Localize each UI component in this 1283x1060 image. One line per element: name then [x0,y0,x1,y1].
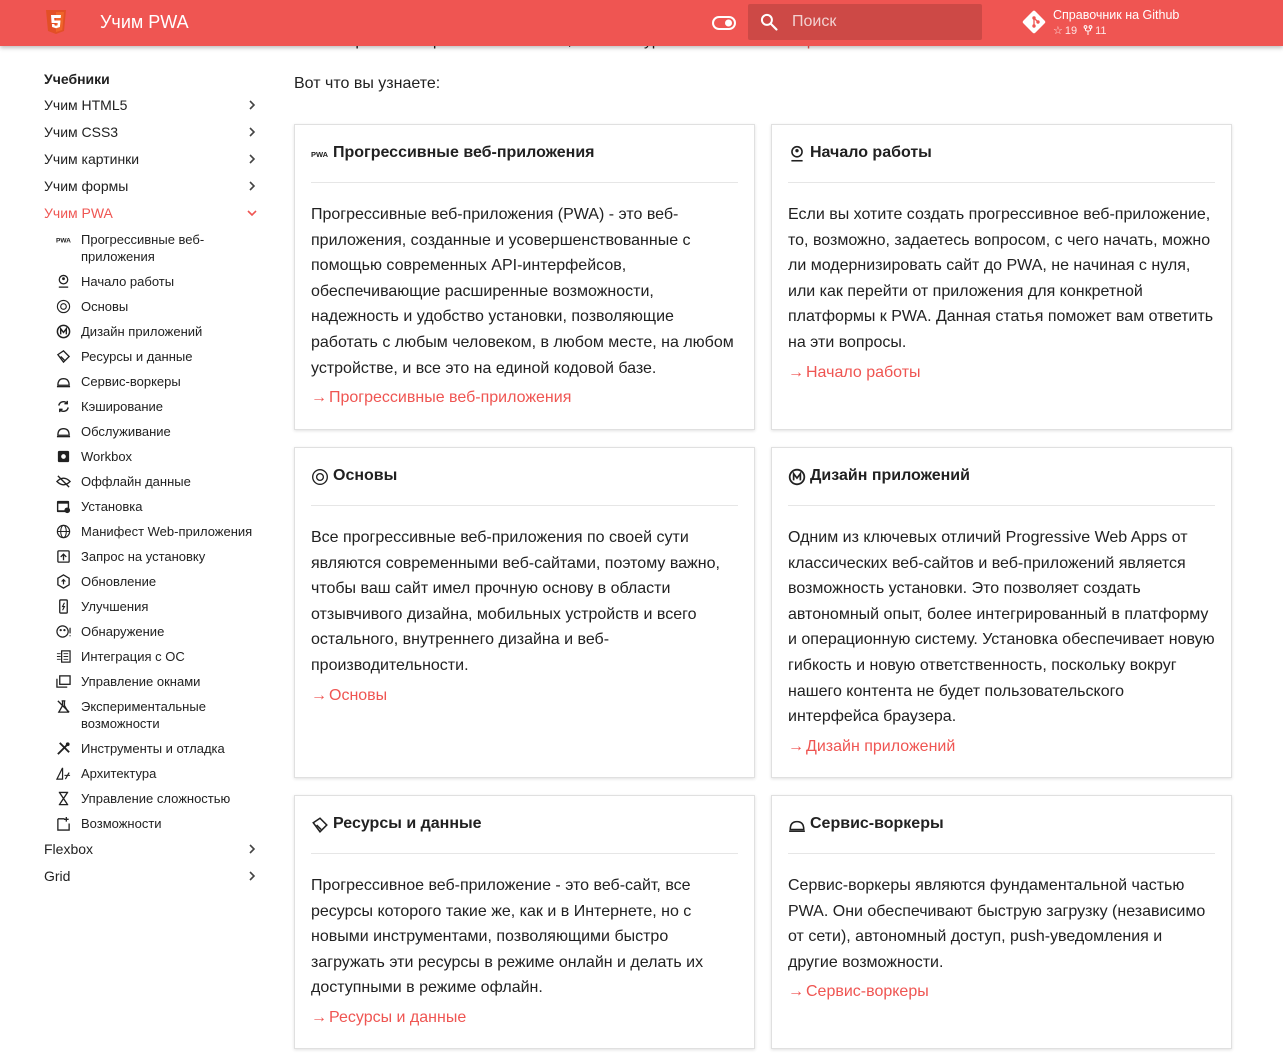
card-link[interactable]: → Дизайн приложений [788,737,956,755]
fork-icon [1083,25,1093,36]
cloche-icon [56,374,71,389]
chevron-down-icon [247,208,257,218]
sidebar-subitem[interactable]: Установка [55,494,259,519]
sidebar-item-images[interactable]: Учим картинки [44,146,259,173]
sidebar-item-flexbox[interactable]: Flexbox [44,836,259,863]
sidebar-title: Учебники [44,71,110,87]
person-pin-icon [56,274,71,289]
sidebar-subitem[interactable]: Кэширование [55,394,259,419]
sidebar-subitem[interactable]: Улучшения [55,594,259,619]
chevron-right-icon [247,844,257,854]
enhance-icon [56,599,71,614]
arrow-right-icon: → [788,737,804,755]
card-text: Прогрессивные веб-приложения (PWA) - это веб-приложения, созданные и усовершенствованные с помощью современных API-интерфейсов, обеспечивающие расширенные возможности, надежность и удобство установки, позволяющие работать с любым человеком, в любом месте, на любом устройстве, и все это на единой кодовой базе. [311,206,734,377]
experimental-icon [56,699,71,714]
sidebar-subitem[interactable]: Запрос на установку [55,544,259,569]
arrow-right-icon: → [311,686,327,704]
card-link[interactable]: → Начало работы [788,363,921,381]
foundation-icon [311,468,329,486]
card-link[interactable]: → Сервис-воркеры [788,983,929,1001]
pwa-icon [56,232,71,247]
chevron-right-icon [247,154,257,164]
search-box[interactable] [748,4,982,40]
chevron-right-icon [247,127,257,137]
sidebar-subitem[interactable]: Возможности [55,811,259,836]
stars-count: 19 [1064,24,1078,37]
star-icon: ☆ [1053,25,1063,37]
resources-icon [311,816,329,834]
arrow-right-icon: → [788,363,804,381]
svg-text:PWA: PWA [311,150,329,159]
windows-icon [56,674,71,689]
card-title: Сервис-воркеры [810,815,944,832]
sidebar-subitem[interactable]: Workbox [55,444,259,469]
resources-icon [56,349,71,364]
github-repo-link[interactable] [1022,5,1222,41]
capabilities-icon [56,816,71,831]
card-title: Ресурсы и данные [333,815,482,832]
update-icon [56,574,71,589]
sidebar-subitem[interactable]: Обслуживание [55,419,259,444]
card-link[interactable]: → Ресурсы и данные [311,1008,467,1026]
arrow-right-icon: → [788,983,804,1001]
card-link[interactable]: → Основы [311,686,388,704]
cloche-icon [788,816,806,834]
site-title[interactable]: Учим PWA [100,12,189,32]
sidebar-subitem[interactable]: Оффлайн данные [55,469,259,494]
card-resources [294,795,755,1049]
pwa-icon [311,145,329,163]
sidebar-subitem[interactable]: Обновление [55,569,259,594]
sidebar-subitem[interactable]: Основы [55,294,259,319]
sidebar-item-forms[interactable]: Учим формы [44,173,259,200]
repo-stats [1053,24,1107,37]
html5-logo-icon[interactable] [44,9,68,35]
sidebar-subitem[interactable]: Обнаружение [55,619,259,644]
sidebar-subitem[interactable]: Экспериментальные возможности [55,694,259,736]
tools-icon [56,741,71,756]
chevron-right-icon [247,100,257,110]
sidebar-subitem[interactable]: PWA Прогрессивные веб-приложения [56,232,205,264]
sidebar-item-pwa[interactable]: Учим PWA [44,200,259,227]
card-title: Прогрессивные веб-приложения [333,144,595,161]
architecture-icon [56,766,71,781]
sidebar-subitem[interactable]: Начало работы [55,269,259,294]
globe-icon [56,524,71,539]
detection-icon [56,624,71,639]
sidebar-subitem[interactable]: Манифест Web-приложения [55,519,259,544]
sync-icon [56,399,71,414]
install-prompt-icon [56,549,71,564]
card-title: Дизайн приложений [810,467,970,484]
sidebar-subitem[interactable]: Сервис-воркеры [55,369,259,394]
card-text: Если вы хотите создать прогрессивное веб-приложение, то, возможно, задаетесь вопросом, с чего начать, можно ли модернизировать сайт до PWA, не начиная с нуля, или как перейти от приложения для конкретной платформы к PWA. Данная статья поможет вам ответить на эти вопросы. [788,206,1214,351]
arrow-right-icon: → [311,389,327,407]
card-title: Начало работы [810,144,932,161]
person-pin-icon [788,145,806,163]
os-integration-icon [56,649,71,664]
card-getting-started [771,124,1232,430]
chevron-right-icon [247,181,257,191]
sidebar-subitem[interactable]: Ресурсы и данные [55,344,259,369]
design-icon [56,324,71,339]
card-text: Прогрессивное веб-приложение - это веб-сайт, все ресурсы которого такие же, как и в Интернете, но с новыми инструментами, позволяющими быстро загружать эти ресурсы в режиме онлайн и делать их доступными в режиме офлайн. [311,877,704,997]
workbox-icon [56,449,71,464]
sidebar-subitem[interactable]: Дизайн приложений [55,319,259,344]
sidebar-item-html5[interactable]: Учим HTML5 [44,92,259,119]
sidebar-subitem[interactable]: Управление окнами [55,669,259,694]
serving-icon [56,424,71,439]
svg-text:PWA: PWA [56,237,71,245]
arrow-right-icon: → [311,1008,327,1026]
sidebar-subitem[interactable]: Архитектура [55,761,259,786]
theme-toggle-icon[interactable] [712,12,736,34]
pwa-submenu [55,227,259,836]
sidebar-subitem[interactable]: Управление сложностью [55,786,259,811]
search-input[interactable] [792,4,972,40]
search-icon [759,12,779,32]
git-icon [1022,10,1046,34]
repo-name: Справочник на Github [1053,8,1180,22]
design-icon [788,468,806,486]
hourglass-icon [56,791,71,806]
offline-icon [56,474,71,489]
card-foundations [294,447,755,778]
card-title: Основы [333,467,398,484]
card-service-workers [771,795,1232,1049]
forks-count: 11 [1095,24,1107,37]
card-text: Сервис-воркеры являются фундаментальной частью PWA. Они обеспечивают быструю загрузку (независимо от сети), автономный доступ, push-уведомления и другие возможности. [788,877,1206,971]
sidebar-item-grid[interactable]: Grid [44,863,259,890]
card-link[interactable]: → Прогрессивные веб-приложения [311,389,572,407]
sidebar-subitem[interactable]: Интеграция с ОС [55,644,259,669]
card-app-design [771,447,1232,778]
card-pwa [294,124,755,430]
card-text: Одним из ключевых отличий Progressive Web Apps от классических веб-сайтов и веб-приложений является возможность установки. Это позволяет создать автономный опыт, более интегрированный в платформу и операционную систему. Установка обеспечивает новую гибкость и новую ответственность, поскольку вокруг нашего контента не будет пользовательского интерфейса браузера. [788,529,1215,726]
install-icon [56,499,71,514]
sidebar-item-css3[interactable]: Учим CSS3 [44,119,259,146]
foundation-icon [56,299,71,314]
chevron-right-icon [247,871,257,881]
sidebar-nav [44,66,259,890]
top-header [0,0,1283,46]
intro-text: Вот что вы узнаете: [294,75,441,92]
card-text: Все прогрессивные веб-приложения по своей сути являются современными веб-сайтами, поэтому важно, чтобы ваш сайт имел прочную основу в области отзывчивого дизайна, мобильных устройств и всего остального, внутреннего дизайна и веб-производительности. [311,529,720,674]
sidebar-subitem[interactable]: Инструменты и отладка [55,736,259,761]
